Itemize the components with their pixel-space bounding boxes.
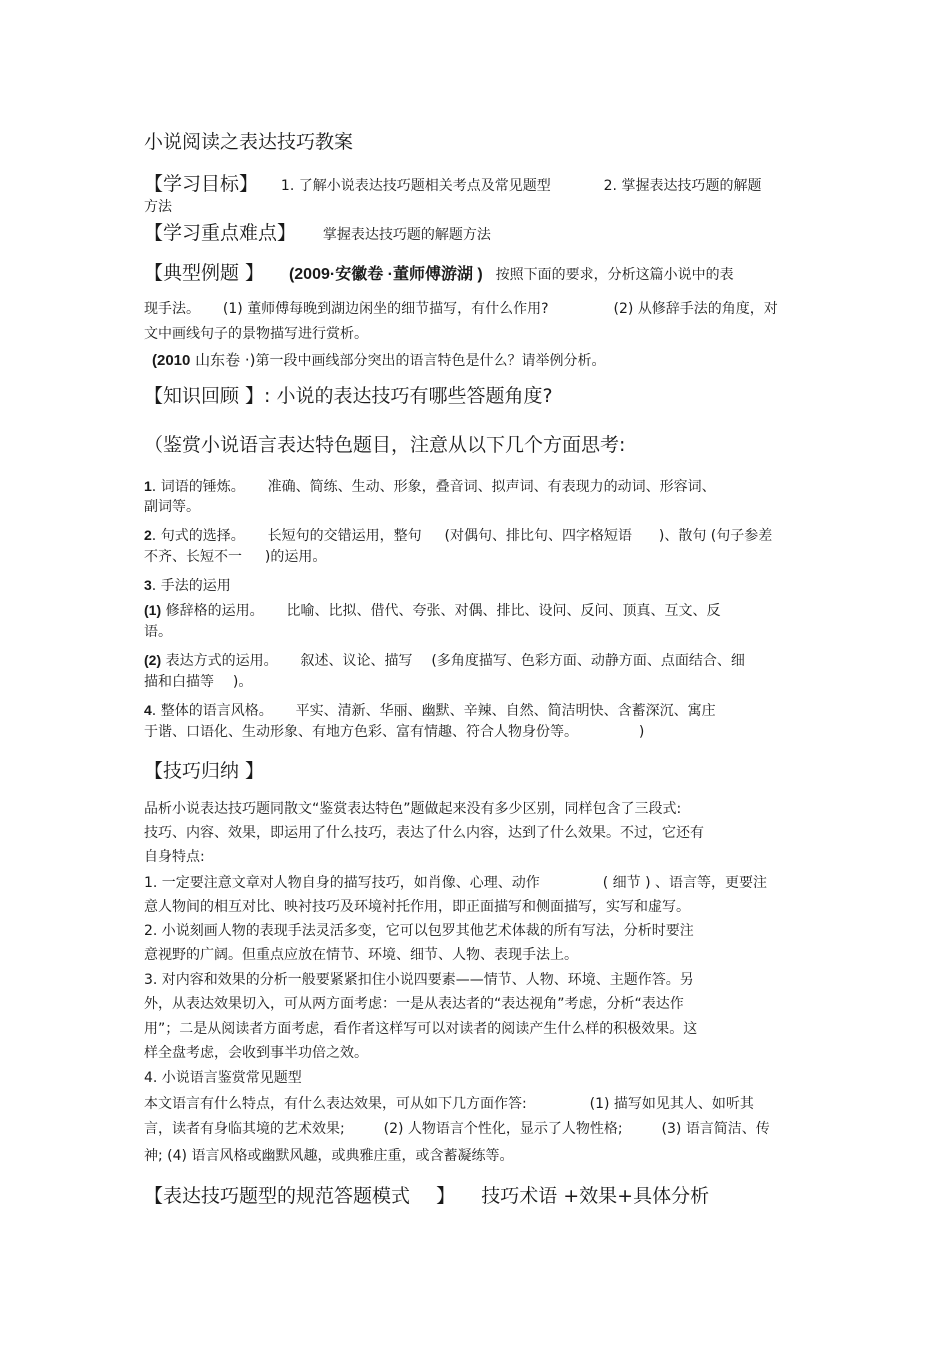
- point-4-title: . 整体的语言风格。: [151, 703, 273, 719]
- review-point-1: [144, 476, 716, 497]
- summary-line-2: 技巧、内容、效果，即运用了什么技巧，表达了什么内容，达到了什么效果。不过，它还有: [144, 825, 704, 841]
- objective-2-continued: 方法: [144, 199, 172, 215]
- point-2-text-a: 长短句的交错运用，整句: [267, 528, 422, 544]
- objective-2: 2. 掌握表达技巧题的解题: [603, 178, 762, 194]
- summary-line-11: 样全盘考虑，会收到事半功倍之效。: [144, 1045, 368, 1061]
- review-point-3: [144, 575, 231, 596]
- point-2-title: . 句式的选择。: [151, 528, 245, 544]
- point-3-1-text: 比喻、比拟、借代、夸张、对偶、排比、设问、反问、顶真、互文、反: [286, 603, 721, 619]
- example-line-2: [144, 299, 778, 319]
- example-question-2-text: 第一段中画线部分突出的语言特色是什么？请举例分析。: [255, 353, 606, 369]
- point-2-text-d: 不齐、长短不一: [144, 549, 242, 565]
- point-3-2-title: 表达方式的运用。: [161, 653, 278, 669]
- example-source-2-year: (2010: [152, 352, 191, 369]
- review-point-3-2-cont: [144, 672, 252, 692]
- point-3-title: . 手法的运用: [151, 578, 231, 594]
- point-4-text-c: ): [638, 724, 645, 740]
- point-3-2-text-c: 描和白描等: [144, 674, 214, 690]
- summary-line-4a: 1. 一定要注意文章对人物自身的描写技巧，如肖像、心理、动作: [144, 875, 540, 891]
- review-point-3-2: [144, 650, 745, 671]
- objectives-line: [144, 171, 761, 197]
- review-point-3-1: [144, 600, 720, 621]
- point-2-text-e: )的运用。: [264, 549, 327, 565]
- summary-line-15: 神; (4) 语言风格或幽默风趣，或典雅庄重，或含蓄凝练等。: [144, 1148, 514, 1164]
- point-1-title: . 词语的锤炼。: [151, 479, 245, 495]
- example-line-3: 文中画线句子的景物描写进行赏析。: [144, 326, 368, 342]
- key-points-label: 【学习重点难点】: [144, 222, 297, 244]
- summary-line-10: 用”；二是从阅读者方面考虑，看作者这样写可以对读者的阅读产生什么样的积极效果。这: [144, 1021, 698, 1037]
- summary-line-13a: 本文语言有什么特点，有什么表达效果，可从如下几方面作答:: [144, 1096, 527, 1112]
- review-subheading: （鉴赏小说语言表达特色题目，注意从以下几个方面思考:: [144, 434, 626, 456]
- point-2-text-c: )、散句 (句子参差: [658, 528, 773, 544]
- summary-heading: 【技巧归纳 】: [144, 760, 265, 782]
- example-2-line: [152, 350, 606, 371]
- point-3-2-text-b: (多角度描写、色彩方面、动静方面、点面结合、细: [431, 653, 745, 669]
- doc-title: 小说阅读之表达技巧教案: [144, 131, 354, 153]
- summary-line-14: [144, 1119, 770, 1139]
- summary-line-7: 意视野的广阔。但重点应放在情节、环境、细节、人物、表现手法上。: [144, 947, 578, 963]
- point-3-2-text-a: 叙述、议论、描写: [300, 653, 413, 669]
- summary-line-12: 4. 小说语言鉴赏常见题型: [144, 1070, 302, 1086]
- review-point-4-cont: [144, 722, 644, 742]
- point-3-number: 3: [144, 577, 152, 593]
- example-source-2-name: 山东卷 ·): [190, 351, 256, 369]
- point-4-text-b: 于谐、口语化、生动形象、有地方色彩、富有情趣、符合人物身份等。: [144, 724, 578, 740]
- key-points-line: [144, 220, 491, 246]
- review-point-2-cont: [144, 547, 326, 567]
- answer-template-formula: 技巧术语 +效果+具体分析: [481, 1185, 710, 1207]
- point-4-text-a: 平实、清新、华丽、幽默、辛辣、自然、简洁明快、含蓄深沉、寓庄: [295, 703, 716, 719]
- summary-line-14c: (3) 语言简洁、传: [661, 1121, 770, 1137]
- review-point-3-1-cont: 语。: [144, 624, 172, 640]
- example-source-1: (2009·安徽卷 ·董师傅游湖 ): [288, 266, 483, 283]
- answer-template-line: [144, 1183, 709, 1209]
- answer-template-close: 】: [436, 1185, 456, 1207]
- objectives-label: 【学习目标】: [144, 173, 259, 195]
- summary-line-3: 自身特点:: [144, 849, 205, 865]
- example-line-2a: 现手法。: [144, 301, 200, 317]
- examples-line: [144, 260, 734, 287]
- summary-line-1: 品析小说表达技巧题同散文“鉴赏表达特色”题做起来没有多少区别，同样包含了三段式:: [144, 801, 682, 817]
- point-1-number: 1: [144, 478, 152, 494]
- summary-line-5: 意人物间的相互对比、映衬技巧及环境衬托作用，即正面描写和侧面描写，实写和虚写。: [144, 899, 690, 915]
- summary-line-13b: (1) 描写如见其人、如听其: [589, 1096, 754, 1112]
- answer-template-label: 【表达技巧题型的规范答题模式: [144, 1185, 411, 1207]
- review-heading: 【知识回顾 】: 小说的表达技巧有哪些答题角度?: [144, 385, 553, 407]
- summary-line-13: [144, 1094, 754, 1114]
- summary-line-4: [144, 873, 767, 893]
- summary-line-9: 外，从表达效果切入，可从两方面考虑：一是从表达者的“表达视角”考虑，分析“表达作: [144, 996, 684, 1012]
- point-3-1-number: (1): [144, 602, 162, 618]
- point-2-text-b: (对偶句、排比句、四字格短语: [444, 528, 632, 544]
- objective-1: 1. 了解小说表达技巧题相关考点及常见题型: [280, 178, 551, 194]
- review-point-2: [144, 525, 772, 546]
- summary-line-14b: (2) 人物语言个性化，显示了人物性格;: [383, 1121, 623, 1137]
- example-intro-1: 按照下面的要求，分析这篇小说中的表: [495, 267, 734, 283]
- examples-label: 【典型例题 】: [144, 262, 265, 284]
- example-question-2: (2) 从修辞手法的角度，对: [613, 301, 778, 317]
- summary-line-8: 3. 对内容和效果的分析一般要紧紧扣住小说四要素——情节、人物、环境、主题作答。另: [144, 972, 694, 988]
- review-point-1-cont: 副词等。: [144, 499, 200, 515]
- point-3-2-text-d: )。: [232, 674, 253, 690]
- point-3-1-title: 修辞格的运用。: [161, 603, 264, 619]
- point-4-number: 4: [144, 702, 152, 718]
- summary-line-6: 2. 小说刻画人物的表现手法灵活多变，它可以包罗其他艺术体裁的所有写法，分析时要注: [144, 923, 694, 939]
- point-1-text: 准确、简练、生动、形象，叠音词、拟声词、有表现力的动词、形容词、: [267, 479, 716, 495]
- point-2-number: 2: [144, 527, 152, 543]
- review-point-4: [144, 700, 716, 721]
- key-points-text: 掌握表达技巧题的解题方法: [322, 227, 491, 243]
- example-question-1: (1) 董师傅每晚到湖边闲坐的细节描写，有什么作用?: [222, 301, 549, 317]
- summary-line-14a: 言，读者有身临其境的艺术效果;: [144, 1121, 345, 1137]
- point-3-2-number: (2): [144, 652, 162, 668]
- summary-line-4b: ( 细节 ) 、语言等，更要注: [602, 875, 767, 891]
